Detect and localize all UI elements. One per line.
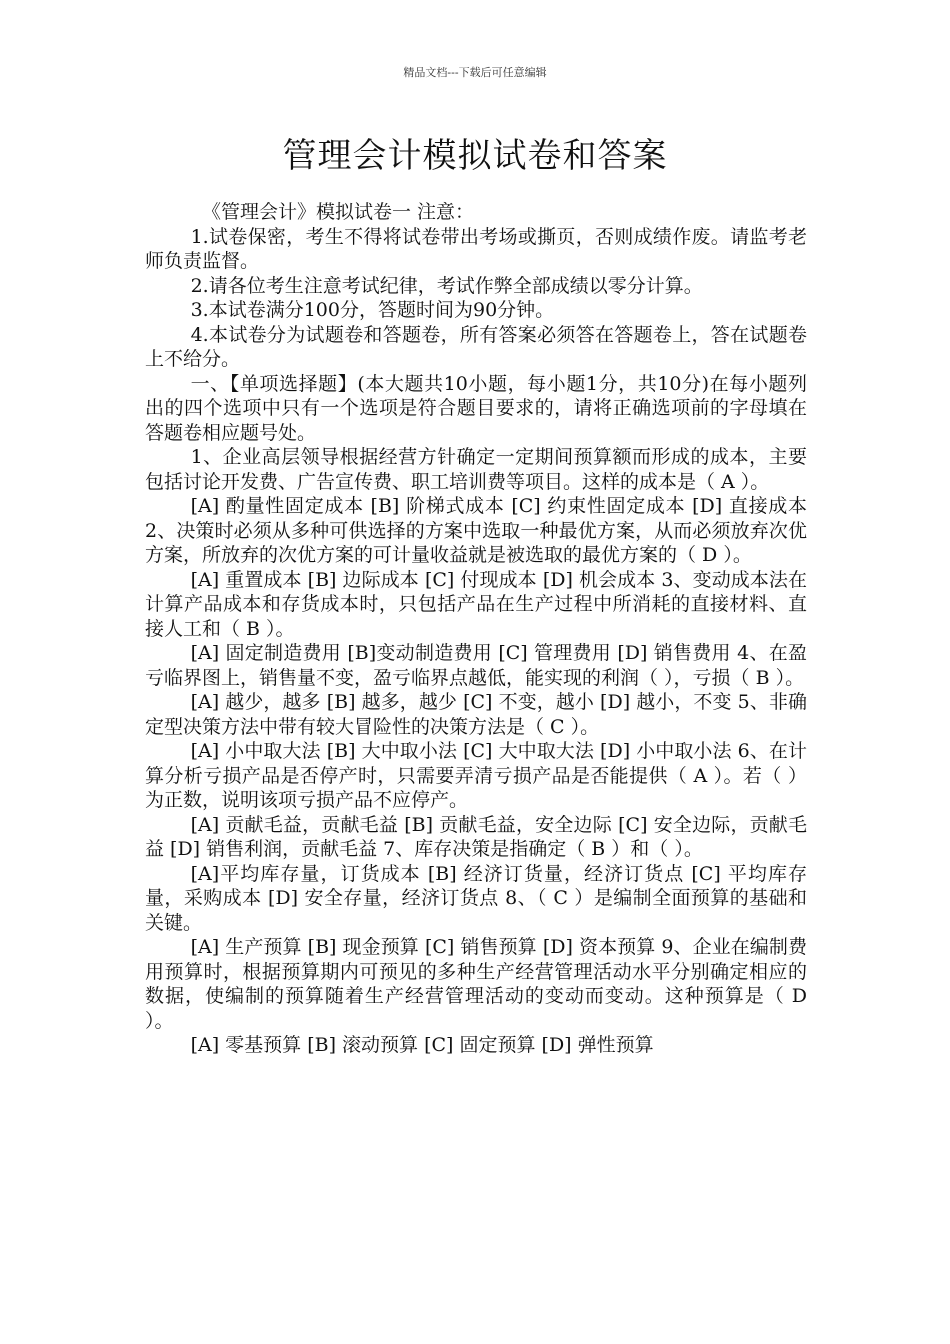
options-block-6: [A] 贡献毛益，贡献毛益 [B] 贡献毛益，安全边际 [C] 安全边际，贡献毛益 [D] 销售利润，贡献毛益 7、库存决策是指确定（ B ）和（ ）。 (145, 813, 807, 860)
notice-item-1: 1.试卷保密，考生不得将试卷带出考场或撕页，否则成绩作废。请监考老师负责监督。 (145, 225, 807, 272)
options-block-9: [A] 零基预算 [B] 滚动预算 [C] 固定预算 [D] 弹性预算 (190, 1034, 654, 1056)
page-header: 精品文档---下载后可任意编辑 (403, 66, 547, 79)
notice-item-4: 4.本试卷分为试题卷和答题卷，所有答案必须答在答题卷上，答在试题卷上不给分。 (145, 323, 807, 370)
notice-item-2: 2.请各位考生注意考试纪律，考试作弊全部成绩以零分计算。 (190, 274, 703, 297)
options-block-5: [A] 小中取大法 [B] 大中取小法 [C] 大中取大法 [D] 小中取小法 6、在计算分析亏损产品是否停产时，只需要弄清亏损产品是否能提供（ A ）。若（ ）为正数，说明该项亏损产品不应停产。 (145, 740, 807, 811)
options-block-3: [A] 固定制造费用 [B]变动制造费用 [C] 管理费用 [D] 销售费用 4、在盈亏临界图上，销售量不变，盈亏临界点越低，能实现的利润（ ），亏损（ B ）。 (145, 642, 807, 689)
question-1: 1、企业高层领导根据经营方针确定一定期间预算额而形成的成本，主要包括讨论开发费、广告宣传费、职工培训费等项目。这样的成本是（ A ）。 (145, 446, 807, 493)
document-title: 管理会计模拟试卷和答案 (282, 136, 668, 176)
options-block-4: [A] 越少，越多 [B] 越多，越少 [C] 不变，越小 [D] 越小，不变 5、非确定型决策方法中带有较大冒险性的决策方法是（ C ）。 (145, 691, 807, 738)
options-block-1: [A] 酌量性固定成本 [B] 阶梯式成本 [C] 约束性固定成本 [D] 直接成本 2、决策时必须从多种可供选择的方案中选取一种最优方案，从而必须放弃次优方案，所放弃的次优方案的可计量收益就是被选取的最优方案的（ D ）。 (145, 495, 807, 566)
exam-intro: 《管理会计》模拟试卷一 注意： (202, 201, 475, 223)
document-body (145, 200, 807, 1058)
options-block-2: [A] 重置成本 [B] 边际成本 [C] 付现成本 [D] 机会成本 3、变动成本法在计算产品成本和存货成本时，只包括产品在生产过程中所消耗的直接材料、直接人工和（ B ）。 (145, 568, 807, 640)
options-block-8: [A] 生产预算 [B] 现金预算 [C] 销售预算 [D] 资本预算 9、企业在编制费用预算时，根据预算期内可预见的多种生产经营管理活动水平分别确定相应的数据，使编制的预算随着生产经营管理活动的变动而变动。这种预算是（ D ）。 (145, 936, 807, 1032)
options-block-7: [A]平均库存量，订货成本 [B] 经济订货量，经济订货点 [C] 平均库存量，采购成本 [D] 安全存量，经济订货点 8、（ C ）是编制全面预算的基础和关键。 (145, 862, 807, 934)
notice-item-3: 3.本试卷满分100分，答题时间为90分钟。 (190, 299, 555, 321)
section-heading-single-choice: 一、【单项选择题】(本大题共10小题，每小题1分，共10分)在每小题列出的四个选项中只有一个选项是符合题目要求的，请将正确选项前的字母填在答题卷相应题号处。 (145, 372, 807, 444)
